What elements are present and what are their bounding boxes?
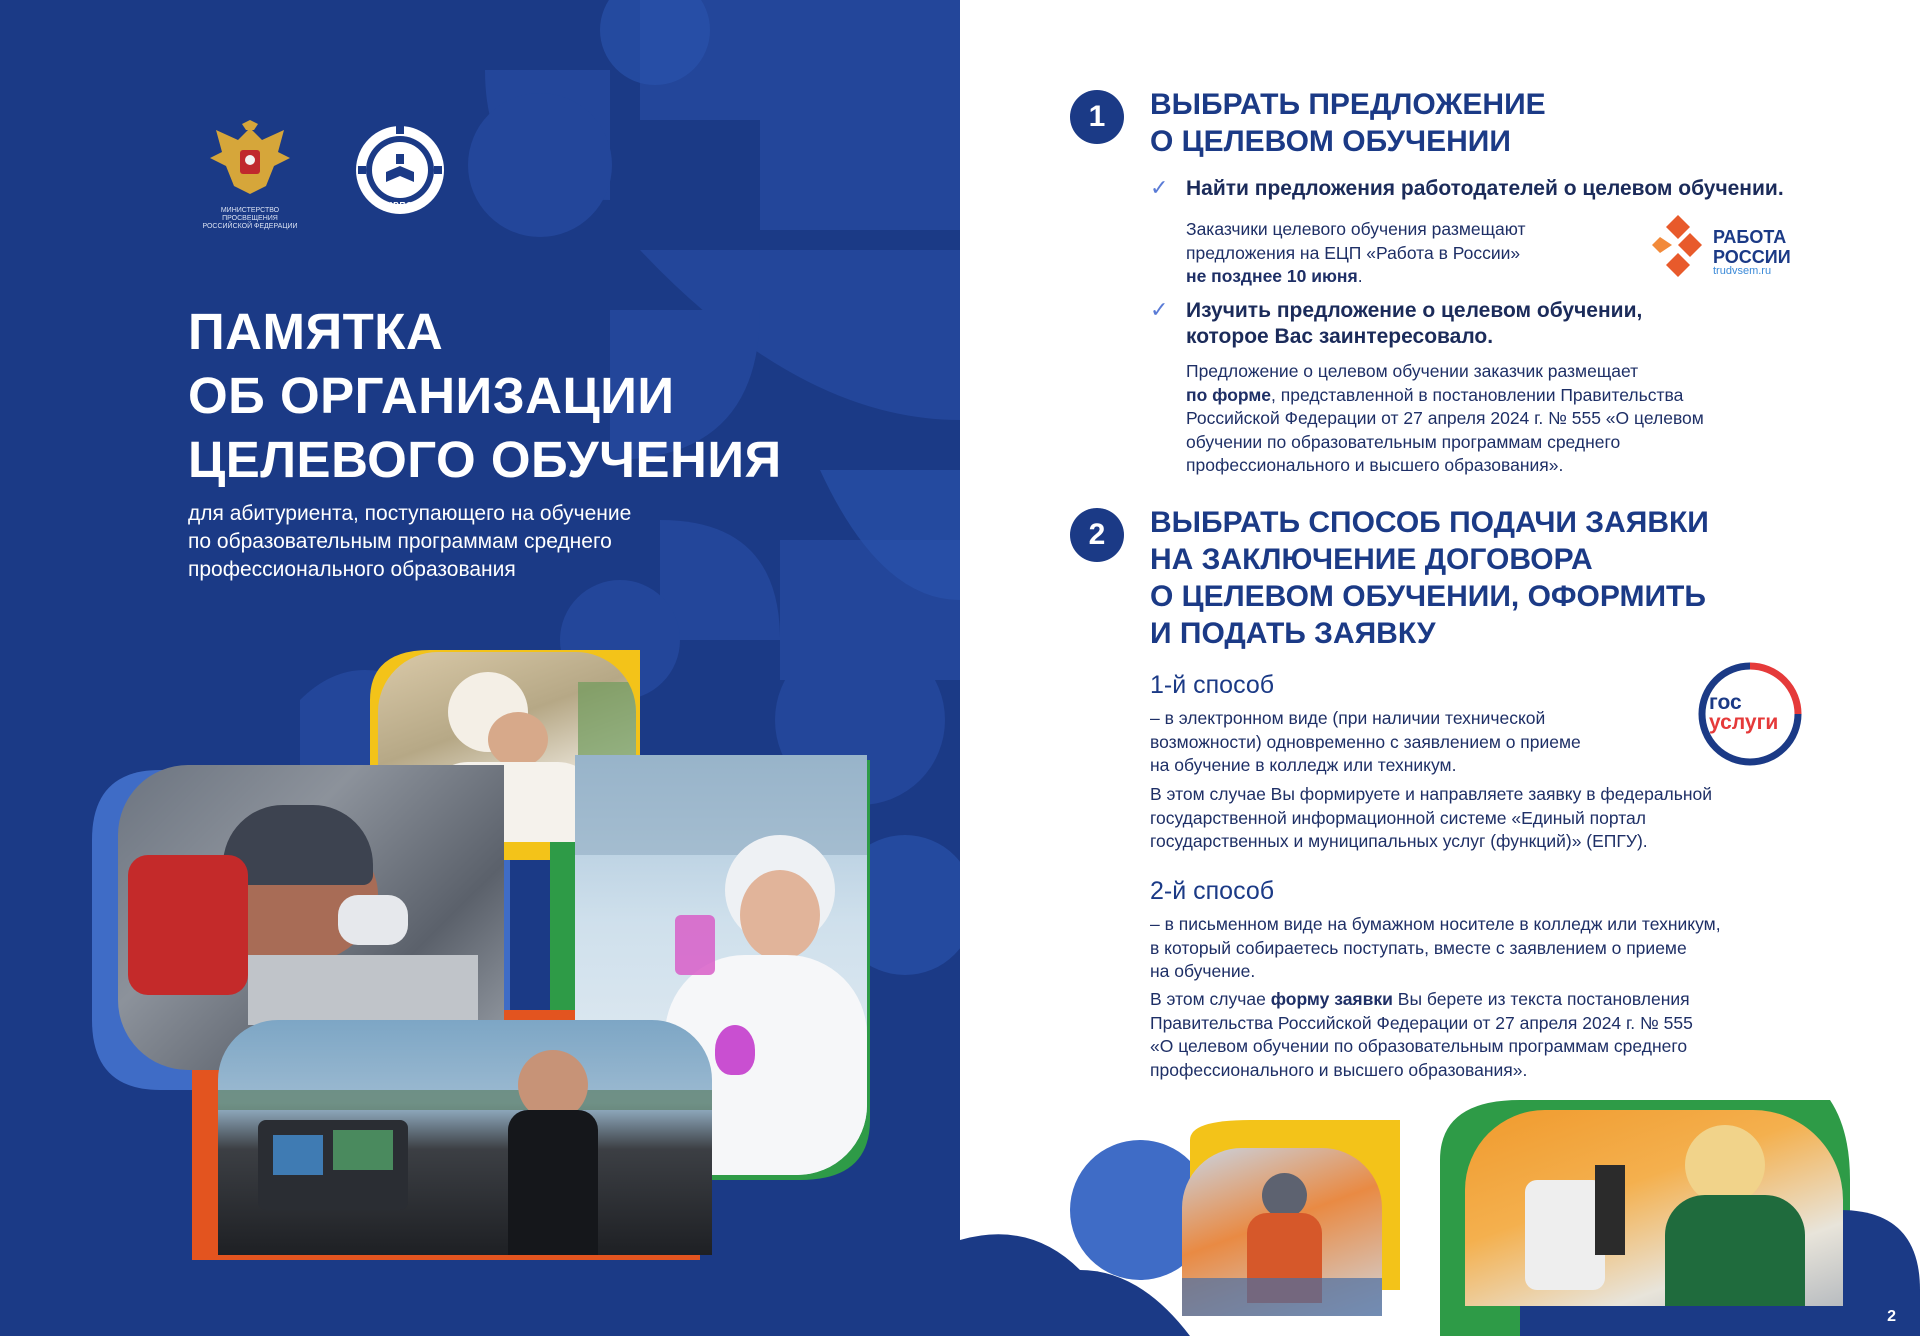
rabota-word: РАБОТА bbox=[1713, 227, 1787, 247]
method-2-details: В этом случае форму заявки Вы берете из текста постановления Правительства Российской Федерации от 27 апреля 2024 г. № 555 «О целевом обучении по образовательным программам среднего профессионального и высшего образования». bbox=[1150, 989, 1693, 1080]
ship-simulator-photo bbox=[218, 1020, 712, 1255]
step-2-title: ВЫБРАТЬ СПОСОБ ПОДАЧИ ЗАЯВКИ НА ЗАКЛЮЧЕНИЕ ДОГОВОРА О ЦЕЛЕВОМ ОБУЧЕНИИ, ОФОРМИТЬ И ПОДАТЬ ЗАЯВКУ bbox=[1150, 506, 1709, 650]
method-2-description: – в письменном виде на бумажном носителе в колледж или техникум, в который собираетесь поступать, вместе с заявлением о приеме на обучение. bbox=[1150, 914, 1721, 981]
microscope-photo bbox=[1465, 1110, 1843, 1306]
gos-word: гос bbox=[1709, 691, 1742, 714]
rabota-rossii-mark-icon bbox=[1650, 215, 1706, 277]
uslugi-word: услуги bbox=[1709, 711, 1779, 734]
rossii-word: РОССИИ bbox=[1713, 247, 1791, 267]
step-1-title: ВЫБРАТЬ ПРЕДЛОЖЕНИЕ О ЦЕЛЕВОМ ОБУЧЕНИИ bbox=[1150, 88, 1546, 158]
page-number: 2 bbox=[1887, 1308, 1896, 1325]
gosuslugi-logo bbox=[1695, 660, 1805, 770]
check-icon: ✓ bbox=[1150, 297, 1169, 322]
cover-subtitle: для абитуриента, поступающего на обучение по образовательным программам среднего профессионального образования bbox=[188, 502, 632, 581]
step-1-number: 1 bbox=[1070, 90, 1124, 144]
irpo-caption: ИРПО bbox=[386, 201, 414, 210]
method-1-details: В этом случае Вы формируете и направляете заявку в федеральной государственной информационной системе «Единый портал государственных и муниципальных услуг (функций)» (ЕПГУ). bbox=[1150, 784, 1713, 851]
step-1-item-1-heading: Найти предложения работодателей о целевом обучении. bbox=[1186, 177, 1784, 200]
cover-title: ПАМЯТКА ОБ ОРГАНИЗАЦИИ ЦЕЛЕВОГО ОБУЧЕНИЯ bbox=[188, 303, 782, 488]
method-1-heading: 1-й способ bbox=[1150, 671, 1275, 699]
ministry-caption: МИНИСТЕРСТВО ПРОСВЕЩЕНИЯ РОССИЙСКОЙ ФЕДЕРАЦИИ bbox=[202, 207, 298, 230]
step-2-number: 2 bbox=[1070, 508, 1124, 562]
step-1-item-2-body: Предложение о целевом обучении заказчик размещает по форме, представленной в постановлении Правительства Российской Федерации от 27 апреля 2024 г. № 555 «О целевом обучении по образовательным программам среднего профессионального и высшего образования». bbox=[1186, 361, 1704, 475]
method-1-description: – в электронном виде (при наличии технической возможности) одновременно с заявлением о приеме на обучение в колледж или техникум. bbox=[1150, 708, 1581, 775]
method-2-heading: 2-й способ bbox=[1150, 877, 1275, 905]
rabota-rossii-logo bbox=[1650, 215, 1810, 285]
step-1-item-1 bbox=[1150, 176, 1784, 202]
instructions-page bbox=[960, 0, 1920, 1336]
step-1-item-1-body: Заказчики целевого обучения размещают предложения на ЕЦП «Работа в России» не позднее 10 июня. bbox=[1186, 219, 1526, 286]
check-icon: ✓ bbox=[1150, 175, 1169, 200]
trudvsem-link: trudvsem.ru bbox=[1713, 265, 1772, 277]
welder-student-photo bbox=[1182, 1148, 1382, 1316]
step-1-item-2 bbox=[1150, 298, 1642, 350]
step-1-item-2-heading: Изучить предложение о целевом обучении, которое Вас заинтересовало. bbox=[1186, 299, 1643, 348]
